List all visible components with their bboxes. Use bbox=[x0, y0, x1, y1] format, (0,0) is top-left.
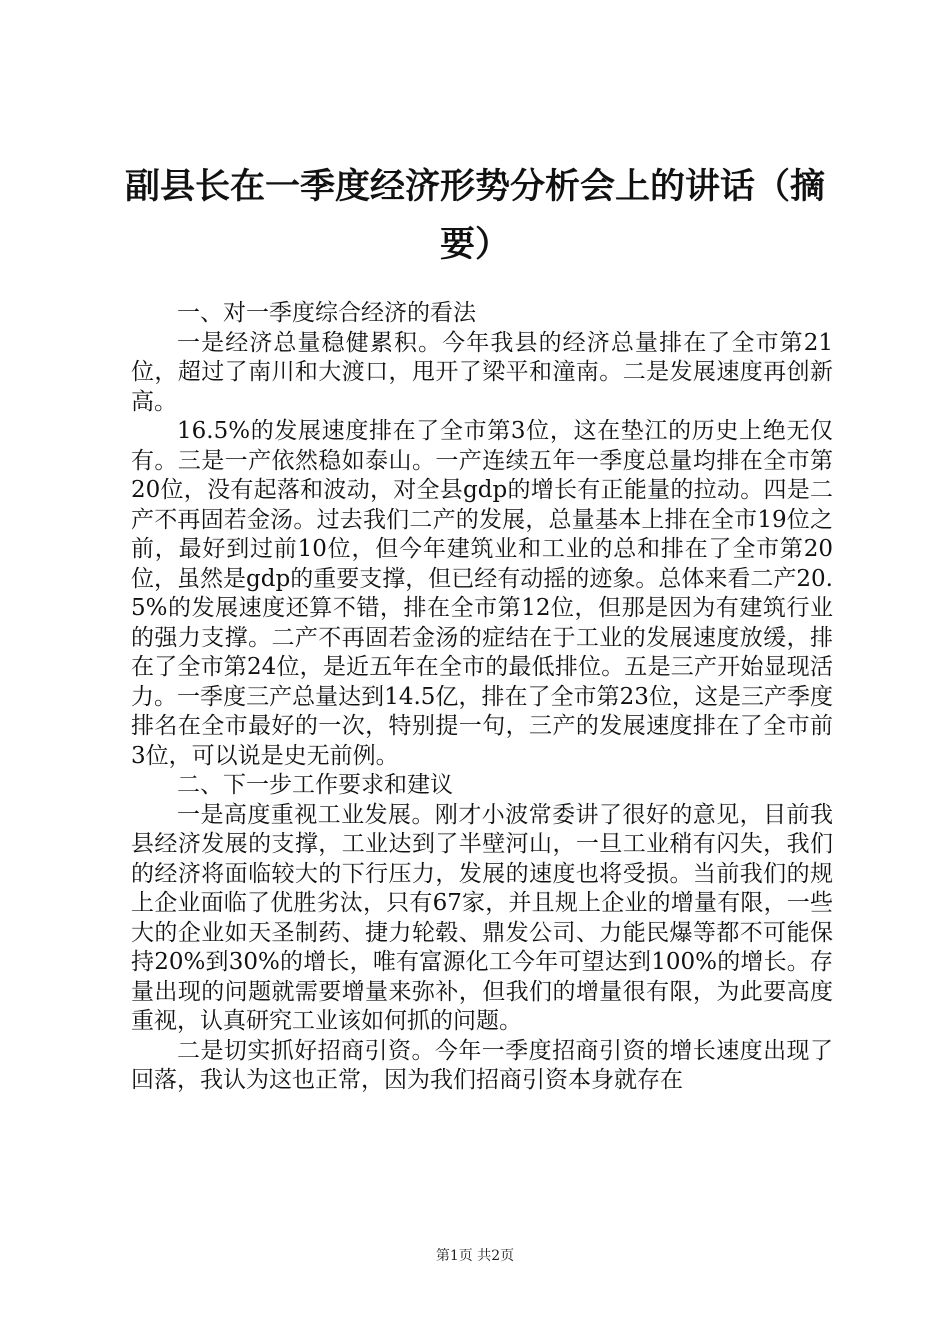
document-title: 副县长在一季度经济形势分析会上的讲话（摘要） bbox=[124, 167, 825, 265]
page-footer: 第1页 共2页 bbox=[435, 1248, 515, 1264]
paragraph-4: 二是切实抓好招商引资。今年一季度招商引资的增长速度出现了回落，我认为这也正常，因为我们招商引资本身就存在 bbox=[131, 1037, 833, 1093]
document-body bbox=[131, 299, 833, 1096]
paragraph-1: 一是经济总量稳健累积。今年我县的经济总量排在了全市第21位，超过了南川和大渡口，甩开了梁平和潼南。二是发展速度再创新高。 bbox=[131, 329, 833, 415]
section-heading-1: 一、对一季度综合经济的看法 bbox=[177, 300, 476, 326]
paragraph-3: 一是高度重视工业发展。刚才小波常委讲了很好的意见，目前我县经济发展的支撑，工业达到了半壁河山，一旦工业稍有闪失，我们的经济将面临较大的下行压力，发展的速度也将受损。当前我们的规上企业面临了优胜劣汰，只有67家，并且规上企业的增量有限，一些大的企业如天圣制药、捷力轮毂、鼎发公司、力能民爆等都不可能保持20%到30%的增长，唯有富源化工今年可望达到100%的增长。存量出现的问题就需要增量来弥补，但我们的增量很有限，为此要高度重视，认真研究工业该如何抓的问题。 bbox=[131, 801, 833, 1034]
paragraph-2: 16.5%的发展速度排在了全市第3位，这在垫江的历史上绝无仅有。三是一产依然稳如泰山。一产连续五年一季度总量均排在全市第20位，没有起落和波动，对全县gdp的增长有正能量的拉动。四是二产不再固若金汤。过去我们二产的发展，总量基本上排在全市19位之前，最好到过前10位，但今年建筑业和工业的总和排在了全市第20位，虽然是gdp的重要支撑，但已经有动摇的迹象。总体来看二产20.5%的发展速度还算不错，排在全市第12位，但那是因为有建筑行业的强力支撑。二产不再固若金汤的症结在于工业的发展速度放缓，排在了全市第24位，是近五年在全市的最低排位。五是三产开始显现活力。一季度三产总量达到14.5亿，排在了全市第23位，这是三产季度排名在全市最好的一次，特别提一句，三产的发展速度排在了全市前3位，可以说是史无前例。 bbox=[131, 418, 833, 769]
section-heading-2: 二、下一步工作要求和建议 bbox=[177, 772, 453, 798]
